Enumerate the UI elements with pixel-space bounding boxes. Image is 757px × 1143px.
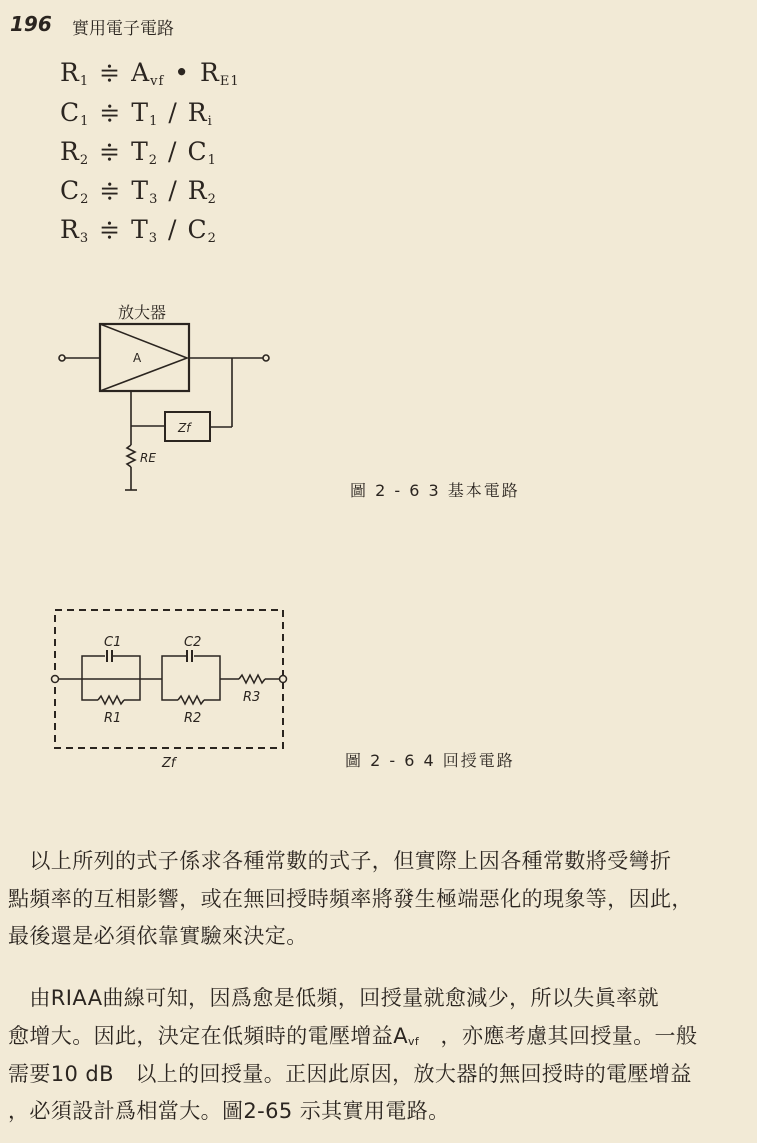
input-terminal — [59, 355, 65, 361]
r1-resistor — [98, 696, 124, 704]
eq-op: / — [168, 215, 178, 244]
eq-op: / — [168, 137, 178, 166]
text-line: 由RIAA曲線可知，因爲愈是低頻，回授量就愈減少，所以失眞率就 — [8, 986, 659, 1010]
eq-term: C — [187, 215, 208, 244]
eq-op: ≑ — [99, 215, 122, 244]
zf-label: Zf — [162, 756, 176, 771]
eq-term: C — [60, 98, 81, 127]
eq-term: R — [200, 58, 220, 87]
eq-op: ≑ — [99, 176, 122, 205]
text-subscript: vf — [407, 1035, 420, 1048]
eq-term: R — [60, 137, 80, 166]
eq-op: ≑ — [99, 137, 122, 166]
eq-sub: 1 — [149, 114, 159, 129]
left-terminal — [52, 676, 59, 683]
running-title: 實用電子電路 — [72, 19, 174, 39]
figure-feedback-circuit — [0, 560, 757, 790]
c1-capacitor — [105, 650, 113, 662]
eq-sub: 2 — [80, 192, 90, 207]
eq-sub: 2 — [79, 153, 90, 168]
eq-sub: 2 — [207, 192, 217, 207]
eq-term: R — [60, 58, 80, 87]
figure-64-caption: 圖 2 - 6 4 回授電路 — [345, 751, 515, 770]
eq-sub: vf — [150, 74, 165, 89]
r2-resistor — [178, 696, 204, 704]
eq-op: / — [168, 98, 178, 127]
text-segment: ，亦應考慮其回授量。一般 — [419, 1024, 698, 1048]
eq-term: T — [131, 98, 150, 127]
eq-sub: 1 — [80, 114, 90, 129]
c2-capacitor — [186, 650, 194, 662]
r3-label: R3 — [243, 690, 261, 705]
eq-term: A — [131, 58, 151, 87]
c1-label: C1 — [104, 635, 122, 650]
output-terminal — [263, 355, 269, 361]
eq-term: T — [131, 137, 149, 166]
eq-sub: 3 — [79, 231, 90, 246]
eq-op: ≑ — [99, 98, 122, 127]
eq-term: T — [131, 176, 150, 205]
r2-label: R2 — [184, 711, 202, 726]
eq-sub: E1 — [219, 74, 240, 89]
text-line: ，必須設計爲相當大。圖2-65 示其實用電路。 — [8, 1099, 450, 1123]
text-line: 點頻率的互相影響，或在無回授時頻率將發生極端惡化的現象等，因此， — [8, 887, 693, 911]
eq-sub: 1 — [207, 153, 217, 168]
c2-label: C2 — [184, 635, 202, 650]
r3-resistor — [239, 675, 265, 683]
page-number: 196 — [10, 12, 52, 36]
amplifier-label: 放大器 — [118, 303, 167, 322]
text-line: 最後還是必須依靠實驗來決定。 — [8, 924, 308, 948]
eq-op: • — [174, 58, 191, 87]
eq-term: T — [131, 215, 149, 244]
eq-op: / — [168, 176, 178, 205]
figure-63-caption: 圖 2 - 6 3 基本電路 — [350, 481, 520, 500]
eq-sub: 1 — [79, 74, 90, 89]
text-segment: 愈增大。因此，決定在低頻時的電壓增益A — [8, 1024, 408, 1048]
eq-term: C — [60, 176, 81, 205]
eq-op: ≑ — [99, 58, 122, 87]
eq-sub: 2 — [207, 231, 217, 246]
amplifier-block — [100, 324, 189, 391]
eq-term: R — [187, 176, 208, 205]
eq-sub: 3 — [148, 231, 159, 246]
right-terminal — [280, 676, 287, 683]
re-label: RE — [140, 451, 156, 465]
eq-sub: 3 — [149, 192, 159, 207]
eq-term: R — [187, 98, 208, 127]
re-resistor — [127, 445, 135, 467]
eq-term: C — [187, 137, 208, 166]
text-line: 需要10 dB 以上的回授量。正因此原因，放大器的無回授時的電壓增益 — [8, 1062, 692, 1086]
eq-sub: 2 — [148, 153, 159, 168]
r1-label: R1 — [104, 711, 122, 726]
amplifier-triangle — [100, 324, 187, 391]
eq-term: R — [60, 215, 80, 244]
zf-label: Zf — [178, 421, 191, 435]
figure-basic-circuit — [0, 0, 757, 560]
gain-label: A — [133, 351, 142, 365]
text-line — [8, 1023, 748, 1055]
eq-sub: i — [207, 114, 213, 129]
text-line: 以上所列的式子係求各種常數的式子，但實際上因各種常數將受彎折 — [8, 849, 672, 873]
